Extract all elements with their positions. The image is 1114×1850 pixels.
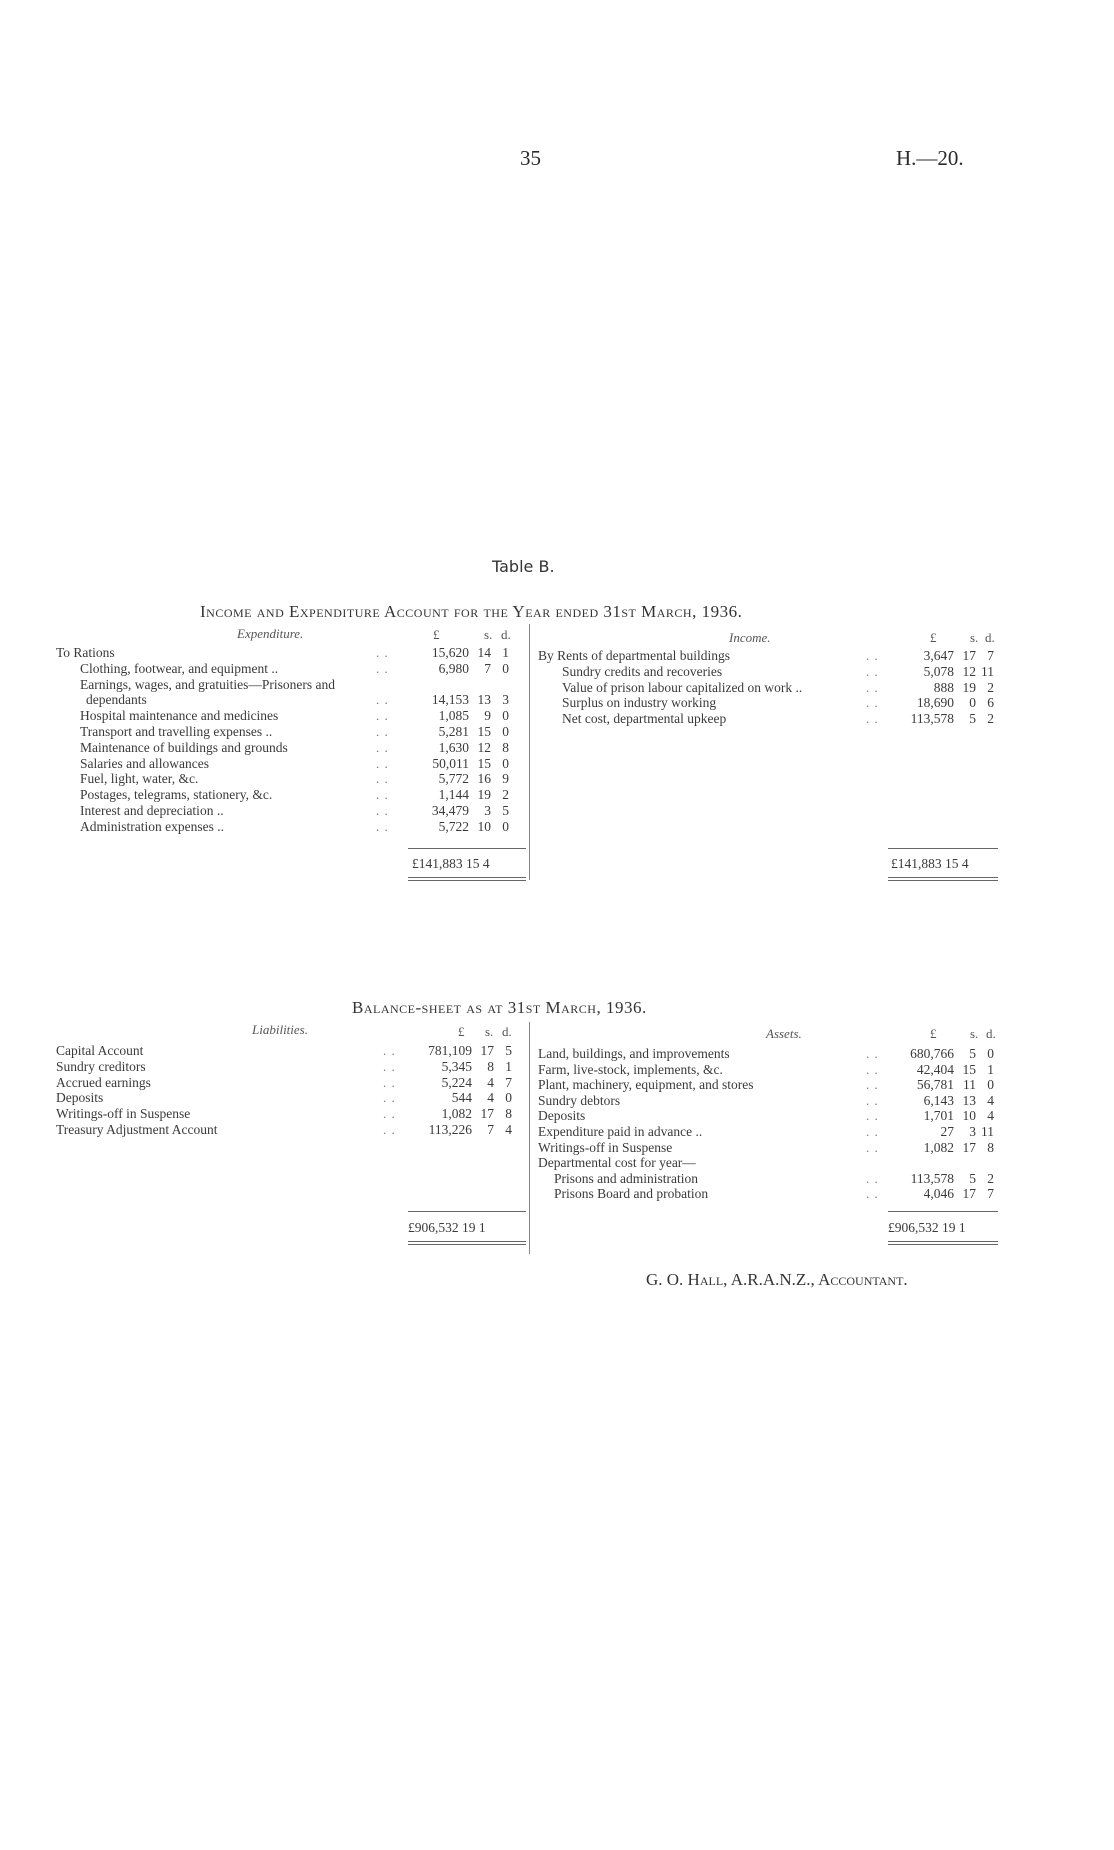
- amount-pence: 8: [505, 1106, 512, 1122]
- line-item-label: Sundry debtors: [538, 1092, 621, 1108]
- leader-dots: . .: [866, 1108, 879, 1124]
- line-item-amount: [890, 1186, 994, 1201]
- line-item-label: Fuel, light, water, &c.: [80, 771, 199, 787]
- line-item-label: By Rents of departmental buildings: [538, 648, 730, 663]
- amount-pounds: 5,281: [438, 724, 469, 739]
- amount-pounds: 5,722: [438, 818, 469, 834]
- leader-dots: . .: [383, 1058, 396, 1074]
- col-pounds: £: [930, 1026, 937, 1041]
- line-item-amount: [408, 1059, 512, 1074]
- document-reference: H.—20.: [896, 146, 964, 170]
- amount-pounds: 42,404: [916, 1061, 954, 1077]
- amount-pence: 0: [987, 1046, 994, 1061]
- line-item-amount: [405, 819, 509, 834]
- total-double-rule: [408, 1244, 526, 1245]
- leader-dots: . .: [866, 1092, 879, 1108]
- amount-shillings: 5: [969, 1170, 976, 1186]
- amount-shillings: 7: [484, 660, 491, 676]
- line-item-label: Postages, telegrams, stationery, &c.: [80, 787, 273, 803]
- line-item-amount: [408, 1122, 512, 1137]
- leader-dots: . .: [383, 1074, 396, 1090]
- liabilities-total: £906,532 19 1: [408, 1220, 486, 1235]
- total-double-rule: [888, 1244, 998, 1245]
- line-item-label: Plant, machinery, equipment, and stores: [538, 1077, 754, 1093]
- total-double-rule: [888, 880, 998, 881]
- leader-dots: . .: [376, 692, 389, 708]
- amount-pence: 4: [505, 1122, 512, 1137]
- amount-shillings: 16: [477, 771, 491, 787]
- amount-pence: 11: [981, 663, 994, 679]
- amount-pounds: 27: [940, 1124, 954, 1139]
- col-pounds: £: [930, 630, 937, 645]
- line-item-label: dependants: [86, 692, 147, 708]
- amount-pence: 2: [987, 711, 994, 727]
- line-item-amount: [890, 1093, 994, 1108]
- col-pence: d.: [986, 1026, 996, 1041]
- amount-pounds: 5,224: [441, 1074, 472, 1090]
- amount-shillings: 4: [487, 1090, 494, 1106]
- line-item-label: Administration expenses ..: [80, 818, 224, 834]
- leader-dots: . .: [866, 1139, 879, 1155]
- amount-pence: 1: [987, 1061, 994, 1077]
- line-item-amount: [890, 648, 994, 663]
- leader-dots: . .: [866, 1061, 879, 1077]
- line-item-amount: [408, 1075, 512, 1090]
- amount-pence: 6: [987, 695, 994, 711]
- line-item-amount: [408, 1106, 512, 1121]
- leader-dots: . .: [866, 711, 879, 727]
- amount-shillings: 15: [477, 755, 491, 771]
- assets-total: £906,532 19 1: [888, 1220, 966, 1235]
- amount-shillings: 3: [969, 1124, 976, 1139]
- amount-pounds: 18,690: [916, 695, 954, 711]
- leader-dots: . .: [866, 663, 879, 679]
- amount-shillings: 0: [969, 695, 976, 711]
- line-item-label: Expenditure paid in advance ..: [538, 1124, 703, 1139]
- expenditure-label: Expenditure.: [237, 626, 304, 641]
- line-item-amount: [405, 692, 509, 707]
- line-item-label: Prisons and administration: [554, 1170, 698, 1186]
- line-item-amount: [405, 771, 509, 786]
- col-pounds: £: [458, 1024, 465, 1039]
- amount-shillings: 17: [962, 1139, 976, 1155]
- amount-pence: 0: [502, 708, 509, 724]
- amount-pounds: 14,153: [431, 692, 469, 708]
- line-item-label: Surplus on industry working: [562, 695, 717, 711]
- line-item-label: Hospital maintenance and medicines: [80, 708, 279, 724]
- page-number: 35: [520, 146, 541, 170]
- amount-pence: 0: [502, 660, 509, 676]
- amount-shillings: 10: [962, 1108, 976, 1124]
- total-rule: [888, 1211, 998, 1212]
- amount-pounds: 5,078: [923, 663, 954, 679]
- amount-pence: 7: [505, 1074, 512, 1090]
- line-item-amount: [890, 711, 994, 726]
- amount-pence: 8: [987, 1139, 994, 1155]
- line-item-amount: [890, 680, 994, 695]
- amount-pence: 0: [987, 1077, 994, 1093]
- amount-pence: 0: [502, 818, 509, 834]
- amount-shillings: 11: [963, 1077, 976, 1093]
- amount-shillings: 4: [487, 1074, 494, 1090]
- col-shillings: s.: [484, 627, 493, 642]
- line-item-label: Land, buildings, and improvements: [538, 1046, 730, 1061]
- amount-pence: 1: [505, 1058, 512, 1074]
- amount-shillings: 15: [962, 1061, 976, 1077]
- line-item-label: Accrued earnings: [56, 1074, 151, 1090]
- leader-dots: . .: [376, 739, 389, 755]
- leader-dots: . .: [383, 1106, 396, 1122]
- amount-pence: 4: [987, 1108, 994, 1124]
- amount-pounds: 6,143: [923, 1092, 954, 1108]
- col-shillings: s.: [970, 630, 979, 645]
- total-double-rule: [888, 877, 998, 878]
- amount-pence: 5: [505, 1043, 512, 1058]
- line-item-label: Deposits: [56, 1090, 104, 1106]
- leader-dots: . .: [866, 695, 879, 711]
- col-pence: d.: [985, 630, 995, 645]
- leader-dots: . .: [866, 1124, 879, 1139]
- amount-pounds: 781,109: [428, 1043, 472, 1058]
- line-item-amount: [890, 1124, 994, 1139]
- column-divider: [529, 1022, 530, 1254]
- amount-shillings: 14: [477, 645, 491, 660]
- table-title: Table B.: [492, 557, 555, 576]
- amount-pence: 7: [987, 648, 994, 663]
- amount-pounds: 680,766: [910, 1046, 954, 1061]
- amount-shillings: 15: [477, 724, 491, 739]
- leader-dots: . .: [376, 660, 389, 676]
- amount-pounds: 113,578: [910, 1170, 954, 1186]
- col-pounds: £: [433, 627, 440, 642]
- amount-shillings: 5: [969, 711, 976, 727]
- line-item-label: Capital Account: [56, 1043, 144, 1058]
- amount-shillings: 19: [477, 787, 491, 803]
- leader-dots: . .: [866, 1186, 879, 1202]
- amount-pounds: 6,980: [438, 660, 469, 676]
- amount-pounds: 3,647: [923, 648, 954, 663]
- amount-pence: 4: [987, 1092, 994, 1108]
- leader-dots: . .: [376, 724, 389, 739]
- assets-label: Assets.: [766, 1026, 802, 1041]
- line-item-label: Prisons Board and probation: [554, 1186, 709, 1202]
- line-item-amount: [405, 740, 509, 755]
- line-item-amount: [890, 695, 994, 710]
- line-item-amount: [408, 1090, 512, 1105]
- balance-sheet-heading: Balance-sheet as at 31st March, 1936.: [352, 998, 647, 1017]
- amount-pounds: 56,781: [916, 1077, 954, 1093]
- amount-pounds: 50,011: [432, 755, 469, 771]
- amount-shillings: 7: [487, 1122, 494, 1137]
- amount-pence: 7: [987, 1186, 994, 1202]
- amount-pounds: 113,578: [910, 711, 954, 727]
- leader-dots: . .: [376, 771, 389, 787]
- amount-pounds: 1,144: [438, 787, 469, 803]
- col-shillings: s.: [485, 1024, 494, 1039]
- amount-shillings: 17: [962, 648, 976, 663]
- amount-shillings: 19: [962, 679, 976, 695]
- income-total: £141,883 15 4: [891, 856, 969, 871]
- amount-pence: 2: [987, 1170, 994, 1186]
- line-item-amount: [405, 756, 509, 771]
- line-item-label: Departmental cost for year—: [538, 1155, 696, 1171]
- amount-pounds: 1,085: [438, 708, 469, 724]
- leader-dots: . .: [866, 648, 879, 663]
- line-item-label: Salaries and allowances: [80, 755, 209, 771]
- amount-pounds: 1,082: [923, 1139, 954, 1155]
- income-expenditure-heading: Income and Expenditure Account for the Year ended 31st March, 1936.: [200, 602, 743, 621]
- line-item-label: Clothing, footwear, and equipment ..: [80, 660, 279, 676]
- total-double-rule: [408, 877, 526, 878]
- line-item-label: Sundry credits and recoveries: [562, 663, 723, 679]
- amount-pounds: 113,226: [428, 1122, 472, 1137]
- amount-pounds: 888: [933, 679, 954, 695]
- col-pence: d.: [501, 627, 511, 642]
- leader-dots: . .: [866, 1046, 879, 1061]
- line-item-amount: [405, 661, 509, 676]
- amount-pence: 11: [981, 1124, 994, 1139]
- amount-shillings: 10: [477, 818, 491, 834]
- line-item-label: Deposits: [538, 1108, 586, 1124]
- line-item-label: Writings-off in Suspense: [538, 1139, 673, 1155]
- amount-pounds: 1,630: [438, 739, 469, 755]
- amount-pounds: 5,345: [441, 1058, 472, 1074]
- amount-shillings: 13: [962, 1092, 976, 1108]
- line-item-label: Value of prison labour capitalized on work ..: [562, 679, 803, 695]
- leader-dots: . .: [376, 708, 389, 724]
- line-item-label: Sundry creditors: [56, 1058, 146, 1074]
- amount-shillings: 5: [969, 1046, 976, 1061]
- line-item-amount: [405, 803, 509, 818]
- col-pence: d.: [502, 1024, 512, 1039]
- total-rule: [888, 848, 998, 849]
- liabilities-label: Liabilities.: [252, 1022, 308, 1037]
- line-item-label: Maintenance of buildings and grounds: [80, 739, 288, 755]
- amount-pence: 5: [502, 803, 509, 818]
- amount-shillings: 9: [484, 708, 491, 724]
- leader-dots: . .: [383, 1043, 396, 1058]
- line-item-label: To Rations: [56, 645, 115, 660]
- amount-pounds: 34,479: [431, 803, 469, 818]
- line-item-label: Net cost, departmental upkeep: [562, 711, 727, 727]
- col-shillings: s.: [970, 1026, 979, 1041]
- income-label: Income.: [729, 630, 771, 645]
- line-item-label: Interest and depreciation ..: [80, 803, 224, 818]
- total-double-rule: [408, 1241, 526, 1242]
- expenditure-total: £141,883 15 4: [412, 856, 490, 871]
- line-item-label: Earnings, wages, and gratuities—Prisoners and: [80, 676, 335, 692]
- line-item-amount: [405, 787, 509, 802]
- amount-pounds: 15,620: [431, 645, 469, 660]
- line-item-amount: [890, 664, 994, 679]
- amount-shillings: 17: [962, 1186, 976, 1202]
- amount-shillings: 3: [484, 803, 491, 818]
- total-double-rule: [888, 1241, 998, 1242]
- leader-dots: . .: [376, 645, 389, 660]
- line-item-amount: [890, 1062, 994, 1077]
- amount-pounds: 1,701: [923, 1108, 954, 1124]
- line-item-label: Treasury Adjustment Account: [56, 1122, 218, 1137]
- line-item-amount: [890, 1108, 994, 1123]
- amount-pounds: 4,046: [923, 1186, 954, 1202]
- amount-pence: 0: [502, 724, 509, 739]
- amount-pence: 3: [502, 692, 509, 708]
- line-item-amount: [405, 708, 509, 723]
- amount-pence: 0: [505, 1090, 512, 1106]
- line-item-label: Transport and travelling expenses ..: [80, 724, 273, 739]
- leader-dots: . .: [866, 679, 879, 695]
- total-double-rule: [408, 880, 526, 881]
- leader-dots: . .: [376, 787, 389, 803]
- line-item-amount: [405, 724, 509, 739]
- amount-pence: 8: [502, 739, 509, 755]
- leader-dots: . .: [376, 755, 389, 771]
- amount-shillings: 13: [477, 692, 491, 708]
- total-rule: [408, 1211, 526, 1212]
- amount-pence: 1: [502, 645, 509, 660]
- line-item-amount: [405, 645, 509, 660]
- line-item-amount: [408, 1043, 512, 1058]
- leader-dots: . .: [383, 1090, 396, 1106]
- amount-pence: 0: [502, 755, 509, 771]
- line-item-amount: [890, 1171, 994, 1186]
- amount-shillings: 12: [962, 663, 976, 679]
- leader-dots: . .: [376, 818, 389, 834]
- amount-pence: 9: [502, 771, 509, 787]
- amount-shillings: 12: [477, 739, 491, 755]
- total-rule: [408, 848, 526, 849]
- line-item-amount: [890, 1077, 994, 1092]
- line-item-label: Writings-off in Suspense: [56, 1106, 191, 1122]
- column-divider: [529, 624, 530, 880]
- line-item-amount: [890, 1046, 994, 1061]
- amount-pence: 2: [502, 787, 509, 803]
- line-item-amount: [890, 1140, 994, 1155]
- amount-shillings: 17: [480, 1106, 494, 1122]
- amount-shillings: 17: [480, 1043, 494, 1058]
- amount-pounds: 544: [451, 1090, 472, 1106]
- amount-pounds: 1,082: [441, 1106, 472, 1122]
- leader-dots: . .: [866, 1170, 879, 1186]
- leader-dots: . .: [383, 1122, 396, 1137]
- accountant-signature: G. O. Hall, A.R.A.N.Z., Accountant.: [646, 1270, 908, 1289]
- amount-shillings: 8: [487, 1058, 494, 1074]
- leader-dots: . .: [376, 803, 389, 818]
- leader-dots: . .: [866, 1077, 879, 1093]
- line-item-label: Farm, live-stock, implements, &c.: [538, 1061, 723, 1077]
- amount-pence: 2: [987, 679, 994, 695]
- amount-pounds: 5,772: [438, 771, 469, 787]
